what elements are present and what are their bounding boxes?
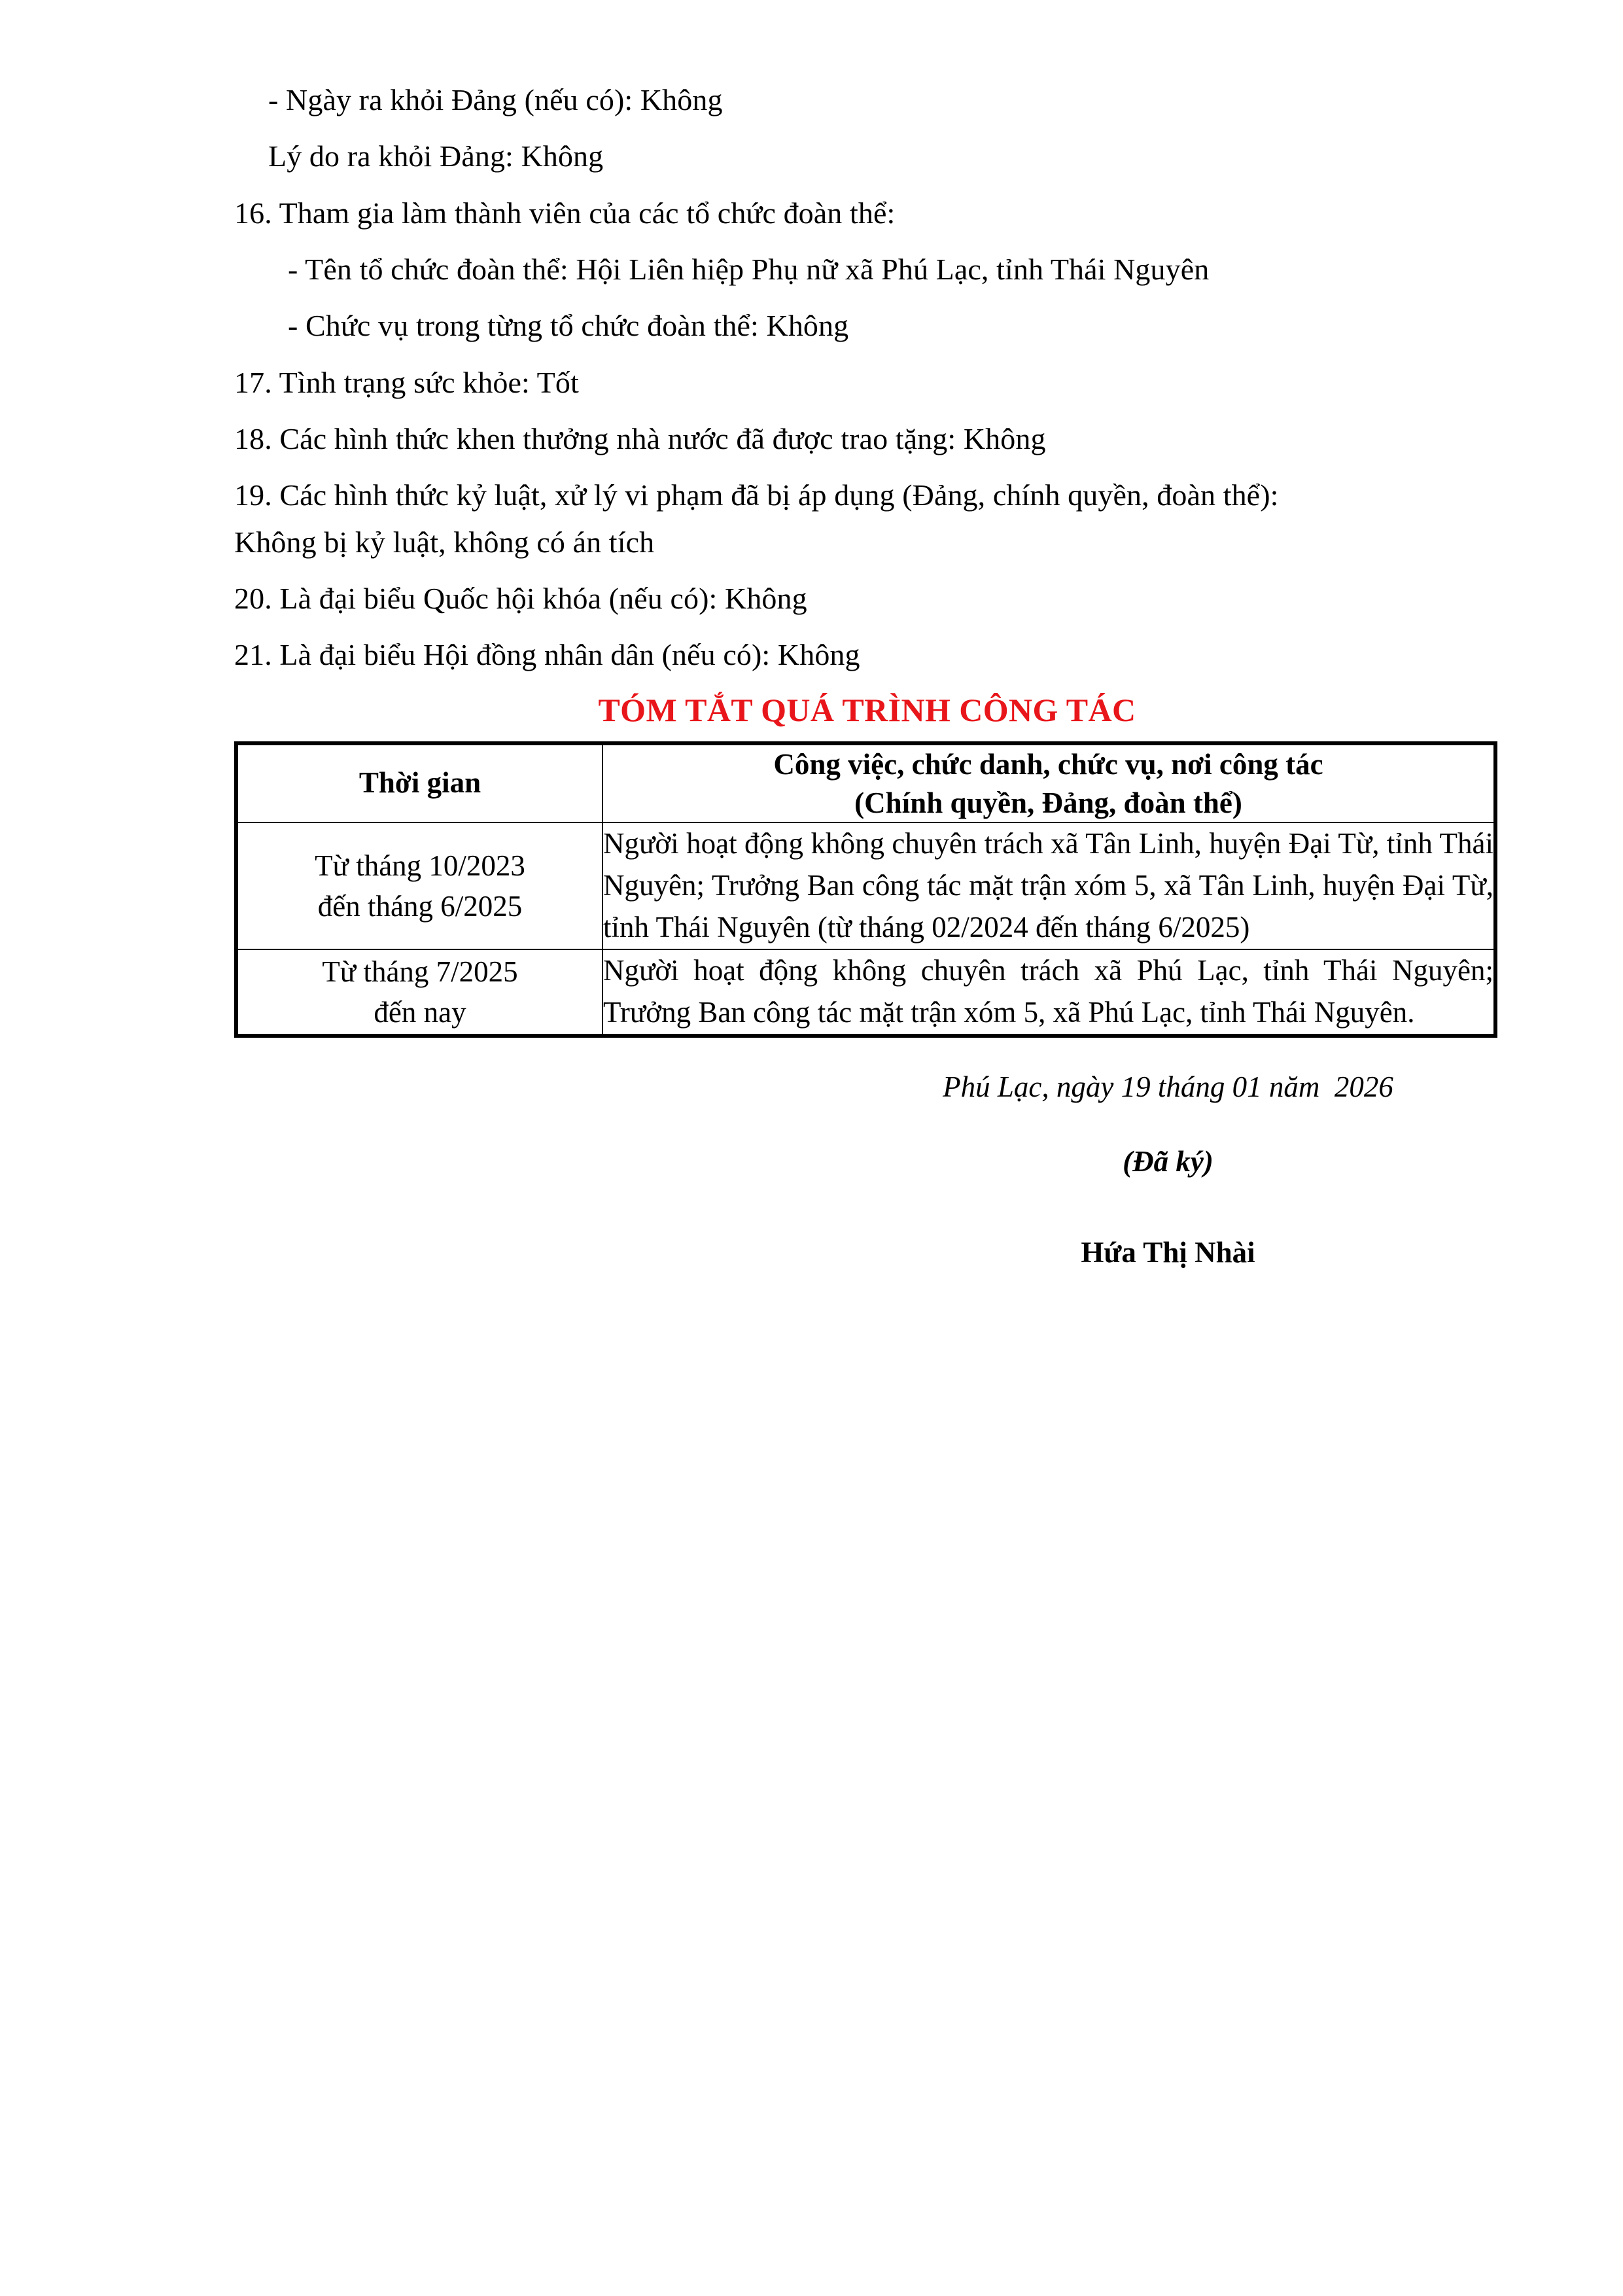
document-content [234,79,1500,1271]
table-header-job [602,743,1495,822]
body-text-block [234,79,1500,676]
table-header-time: Thời gian [236,743,602,822]
signature-signed-note: (Đã ký) [1123,1145,1213,1178]
table-header-row [236,743,1495,822]
table-cell-job-2: Người hoạt động không chuyên trách xã Phú Lạc, tỉnh Thái Nguyên; Trưởng Ban công tác mặt trận xóm 5, xã Phú Lạc, tỉnh Thái Nguyên. [602,949,1495,1036]
line-item-17: 17. Tình trạng sức khỏe: Tốt [234,365,579,399]
table-cell-time-2 [236,949,602,1036]
table-cell-time-2-line2: đến nay [374,996,466,1029]
signature-place-date: Phú Lạc, ngày 19 tháng 01 năm 2026 [943,1070,1393,1103]
line-16b-org-position: - Chức vụ trong từng tổ chức đoàn thể: Không [288,309,849,343]
line-item-21: 21. Là đại biểu Hội đồng nhân dân (nếu có): Không [234,638,860,672]
line-exit-party-reason: Lý do ra khỏi Đảng: Không [268,139,604,173]
table-cell-time-1-line2: đến tháng 6/2025 [317,890,523,923]
table-cell-time-1-line1: Từ tháng 10/2023 [315,849,525,883]
table-row [236,949,1495,1036]
table-cell-time-1 [236,822,602,949]
line-item-19: 19. Các hình thức kỷ luật, xử lý vi phạm đã bị áp dụng (Đảng, chính quyền, đoàn thể): [234,478,1279,512]
line-item-19-continued: Không bị kỷ luật, không có án tích [234,525,655,559]
table-cell-job-1: Người hoạt động không chuyên trách xã Tân Linh, huyện Đại Từ, tỉnh Thái Nguyên; Trưởng Ban công tác mặt trận xóm 5, xã Tân Linh, huyện Đại Từ, tỉnh Thái Nguyên (từ tháng 02/2024 đến tháng 6/2025) [602,822,1495,949]
work-history-table [234,741,1497,1037]
table-cell-time-2-line1: Từ tháng 7/2025 [322,955,518,988]
signature-signer-name: Hứa Thị Nhài [1081,1235,1255,1269]
signature-block [234,1068,1493,1272]
table-header-job-line2: (Chính quyền, Đảng, đoàn thể) [854,786,1242,819]
line-16a-org-name: - Tên tổ chức đoàn thể: Hội Liên hiệp Phụ nữ xã Phú Lạc, tỉnh Thái Nguyên [288,252,1210,286]
table-header-job-line1: Công việc, chức danh, chức vụ, nơi công tác [773,748,1323,781]
signature-inner [858,1068,1479,1272]
table-row [236,822,1495,949]
line-item-20: 20. Là đại biểu Quốc hội khóa (nếu có): Không [234,581,807,615]
line-exit-party-date: - Ngày ra khỏi Đảng (nếu có): Không [268,83,723,116]
line-item-18: 18. Các hình thức khen thưởng nhà nước đã được trao tặng: Không [234,421,1046,455]
section-title-work-summary: TÓM TẮT QUÁ TRÌNH CÔNG TÁC [598,692,1136,729]
line-item-16: 16. Tham gia làm thành viên của các tổ chức đoàn thể: [234,196,896,230]
